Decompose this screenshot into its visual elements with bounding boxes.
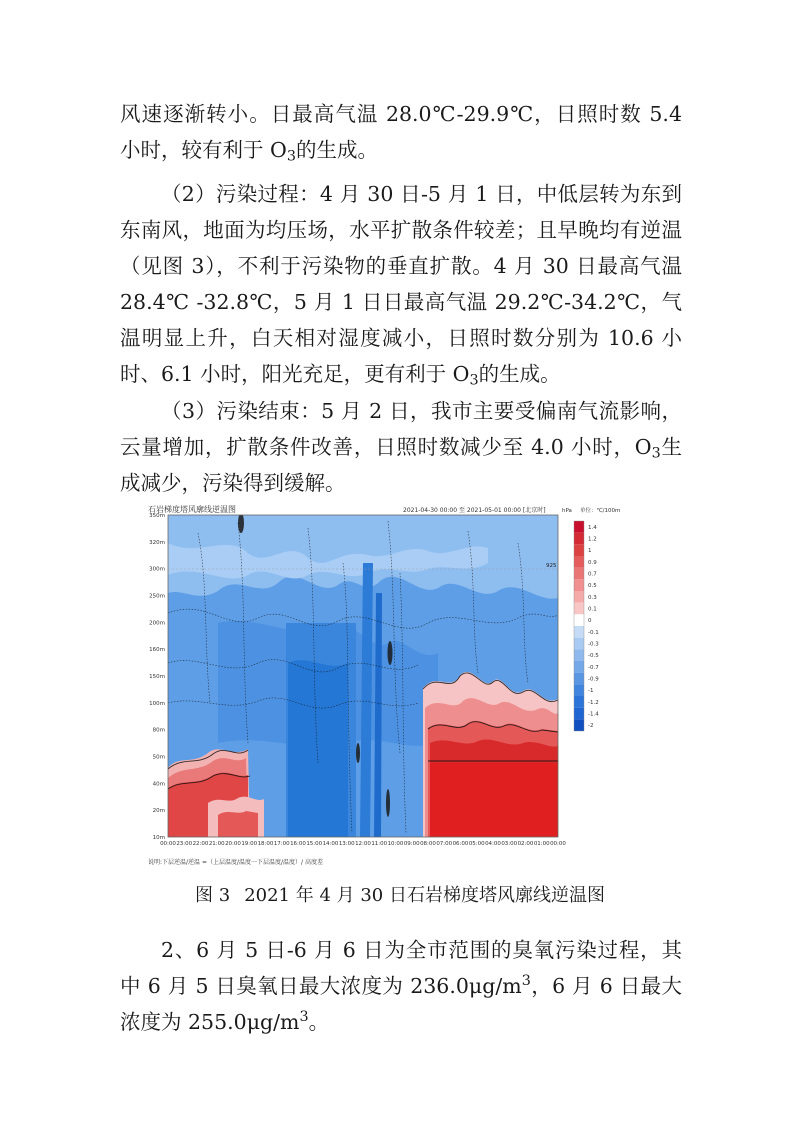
y-tick-label: 80m xyxy=(152,727,165,734)
x-tick-label: 00:00 xyxy=(550,841,566,847)
legend-swatch xyxy=(574,673,584,685)
p1-text-a: 风速逐渐转小。日最高气温 28.0℃-29.9℃，日照时数 5.4 小时，较有利于 O xyxy=(120,102,682,162)
x-tick-label: 06:00 xyxy=(452,841,469,847)
p4-superscript-1: 3 xyxy=(521,973,531,990)
caption-text: 2021 年 4 月 30 日石岩梯度塔风廓线逆温图 xyxy=(244,885,605,906)
chart-note: 说明:下层逆温/逆温 =（上层温度/温度一下层温度/温度）/ 高度差 xyxy=(148,859,323,866)
x-tick-label: 10:00 xyxy=(387,841,404,847)
legend-label: -0.3 xyxy=(588,641,599,648)
p1-subscript: 3 xyxy=(286,148,296,165)
x-tick-label: 17:00 xyxy=(273,841,290,847)
y-tick-label: 200m xyxy=(149,620,165,627)
legend-swatch xyxy=(574,556,584,568)
y-tick-label: 100m xyxy=(149,700,165,707)
p2-text-a: （2）污染过程：4 月 30 日-5 月 1 日，中低层转为东到东南风，地面为均压场，水平扩散条件较差；且早晚均有逆温（见图 3），不利于污染物的垂直扩散。4 月 30 日最高气温 28.4℃ -32.8℃，5 月 1 日日最高气温 29.2℃-34.2℃，气温明显上升，白天相对湿度减小，日照时数分别为 10.6 小时、6.1 小时，阳光充足，更有利于 O xyxy=(120,182,682,386)
paragraph-wind-conditions xyxy=(120,96,682,168)
p4-superscript-2: 3 xyxy=(299,1009,309,1026)
paragraph-june-ozone xyxy=(120,932,682,1040)
chart-time-range: 2021-04-30 00:00 至 2021-05-01 00:00 [北京时] xyxy=(403,507,546,514)
plot-area xyxy=(168,513,558,837)
legend-label: 0 xyxy=(588,618,592,625)
legend-swatch xyxy=(574,533,584,545)
y-tick-label: 20m xyxy=(152,808,165,815)
legend-label: 0.1 xyxy=(588,606,597,613)
x-tick-label: 01:00 xyxy=(533,841,550,847)
legend-label: -0.5 xyxy=(588,653,599,660)
color-legend xyxy=(574,521,599,731)
paragraph-pollution-end xyxy=(120,393,682,501)
legend-swatch xyxy=(574,591,584,603)
p2-subscript: 3 xyxy=(469,372,479,389)
x-tick-label: 16:00 xyxy=(290,841,306,847)
y-tick-label: 50m xyxy=(152,754,165,761)
x-tick-label: 20:00 xyxy=(225,841,241,847)
y-tick-label: 150m xyxy=(149,674,165,680)
legend-label: 0.3 xyxy=(588,594,597,601)
x-tick-label: 23:00 xyxy=(176,841,193,847)
legend-label: -0.9 xyxy=(588,676,599,683)
x-tick-label: 12:00 xyxy=(355,841,371,847)
p3-subscript: 3 xyxy=(651,445,661,462)
legend-swatch xyxy=(574,603,584,615)
legend-swatch xyxy=(574,649,584,661)
x-tick-label: 21:00 xyxy=(208,841,225,847)
p4-text-a: 2、6 月 5 日-6 月 6 日为全市范围的臭氧污染过程，其中 6 月 5 日臭氧日最大浓度为 236.0μg/m xyxy=(120,938,682,998)
y-tick-label: 40m xyxy=(152,781,165,788)
legend-swatch xyxy=(574,544,584,556)
y-tick-label: 350m xyxy=(149,513,165,519)
y-tick-label: 250m xyxy=(149,593,165,600)
legend-label: 1.2 xyxy=(588,536,597,543)
legend-label: -1.4 xyxy=(588,711,599,718)
inversion-figure xyxy=(138,503,621,867)
p4-text-c: 。 xyxy=(308,1010,330,1034)
legend-label: -0.1 xyxy=(588,629,599,636)
legend-hpa: hPa xyxy=(562,508,572,514)
legend-label: 1 xyxy=(588,548,592,555)
p4-text-b: ，6 月 6 日最大浓度为 255.0μg/m xyxy=(120,974,682,1034)
legend-swatch xyxy=(574,614,584,626)
legend-label: 0.5 xyxy=(588,583,597,590)
x-tick-label: 19:00 xyxy=(241,841,258,847)
inversion-chart xyxy=(138,503,621,867)
x-tick-label: 03:00 xyxy=(501,841,518,847)
p3-text-a: （3）污染结束：5 月 2 日，我市主要受偏南气流影响，云量增加，扩散条件改善，日照时数减少至 4.0 小时，O xyxy=(120,399,682,459)
x-tick-label: 02:00 xyxy=(517,841,534,847)
y-tick-label: 160m xyxy=(149,647,165,654)
legend-label: -1 xyxy=(588,688,594,695)
legend-label: 0.9 xyxy=(588,559,597,566)
figure-caption xyxy=(0,883,800,909)
x-tick-label: 18:00 xyxy=(257,841,274,847)
x-tick-label: 15:00 xyxy=(306,841,323,847)
legend-label: -1.2 xyxy=(588,699,599,706)
legend-swatch xyxy=(574,719,584,731)
legend-swatch xyxy=(574,579,584,591)
legend-label: -0.7 xyxy=(588,664,599,671)
legend-swatch xyxy=(574,661,584,673)
x-tick-label: 08:00 xyxy=(420,841,436,847)
x-tick-label: 13:00 xyxy=(338,841,355,847)
legend-unit: 单位：℃/100m xyxy=(580,508,621,514)
y-tick-label: 320m xyxy=(149,539,165,546)
paragraph-pollution-process xyxy=(120,176,682,392)
legend-swatch xyxy=(574,638,584,650)
x-tick-label: 09:00 xyxy=(403,841,420,847)
x-tick-label: 22:00 xyxy=(192,841,209,847)
x-axis-ticks xyxy=(160,841,566,847)
legend-swatch xyxy=(574,521,584,533)
x-tick-label: 14:00 xyxy=(322,841,339,847)
y-tick-label: 300m xyxy=(149,566,165,573)
x-tick-label: 00:00 xyxy=(160,841,176,847)
legend-label: 0.7 xyxy=(588,571,597,578)
y-tick-label: 10m xyxy=(152,835,165,841)
caption-number: 图 3 xyxy=(195,885,231,906)
legend-swatch xyxy=(574,696,584,708)
x-tick-label: 11:00 xyxy=(371,841,388,847)
x-tick-label: 05:00 xyxy=(468,841,485,847)
legend-swatch xyxy=(574,708,584,720)
legend-label: -2 xyxy=(588,723,594,730)
x-tick-label: 07:00 xyxy=(436,841,453,847)
chart-title: 石岩梯度塔风廓线逆温图 xyxy=(148,505,236,514)
x-tick-label: 04:00 xyxy=(485,841,501,847)
p2-text-b: 的生成。 xyxy=(478,362,561,386)
legend-swatch xyxy=(574,568,584,580)
legend-label: 1.4 xyxy=(588,524,597,531)
pressure-mark: 925 xyxy=(546,563,557,569)
legend-swatch xyxy=(574,626,584,638)
p1-text-b: 的生成。 xyxy=(295,138,378,162)
p3-text-b: 生成减少，污染得到缓解。 xyxy=(120,435,682,495)
y-axis-ticks xyxy=(149,513,165,841)
legend-swatch xyxy=(574,684,584,696)
